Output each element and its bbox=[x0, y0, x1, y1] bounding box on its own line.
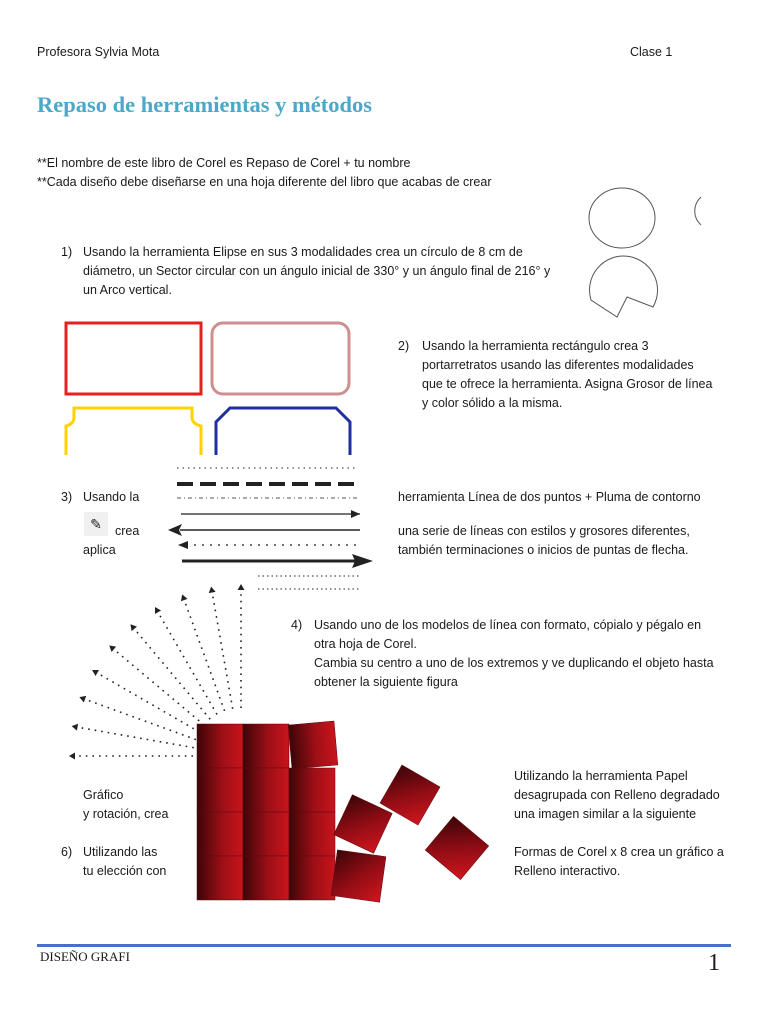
note-1: **El nombre de este libro de Corel es Repaso de Corel + tu nombre bbox=[37, 156, 411, 170]
tile-grid bbox=[197, 721, 489, 902]
tile bbox=[289, 856, 335, 900]
item-4-line-4: obtener la siguiente figura bbox=[314, 675, 458, 689]
item-6-left-3: Utilizando las bbox=[83, 845, 158, 859]
tile bbox=[197, 724, 243, 768]
item-1-line-1: Usando la herramienta Elipse en sus 3 modalidades crea un círculo de 8 cm de bbox=[83, 245, 523, 259]
item-2-line-4: y color sólido a la misma. bbox=[422, 396, 563, 410]
tile bbox=[243, 812, 289, 856]
item-4-line-3: Cambia su centro a uno de los extremos y ve duplicando el objeto hasta bbox=[314, 656, 714, 670]
item-3-left-2: crea bbox=[115, 524, 140, 538]
pen-nib-icon: ✎ bbox=[84, 512, 108, 536]
tile bbox=[197, 768, 243, 812]
page-number: 1 bbox=[708, 950, 720, 976]
tile bbox=[289, 768, 335, 812]
item-6-left-2: y rotación, crea bbox=[83, 807, 169, 821]
item-4-line-1: Usando uno de los modelos de línea con formato, cópialo y pégalo en bbox=[314, 618, 702, 632]
footer-label: DISEÑO GRAFI bbox=[40, 949, 130, 964]
item-6-right-2: Relleno interactivo. bbox=[514, 864, 621, 878]
item-1-line-2: diámetro, un Sector circular con un ángulo inicial de 330° y un ángulo final de 216° y bbox=[83, 264, 551, 278]
item-3-left-1: Usando la bbox=[83, 490, 140, 504]
item-6-right-1: Formas de Corel x 8 crea un gráfico a bbox=[514, 845, 724, 859]
item-6-number: 6) bbox=[61, 845, 73, 859]
item-1-line-3: un Arco vertical. bbox=[83, 283, 172, 297]
item-6-left-1: Gráfico bbox=[83, 788, 124, 802]
item-5-line-1: Utilizando la herramienta Papel bbox=[514, 769, 688, 783]
tile bbox=[289, 812, 335, 856]
item-6-left-4: tu elección con bbox=[83, 864, 167, 878]
tile bbox=[197, 856, 243, 900]
note-2: **Cada diseño debe diseñarse en una hoja diferente del libro que acabas de crear bbox=[37, 175, 492, 189]
tile-rotated bbox=[288, 721, 338, 769]
class-label: Clase 1 bbox=[630, 45, 673, 59]
tile bbox=[243, 768, 289, 812]
teacher-name: Profesora Sylvia Mota bbox=[37, 45, 160, 59]
tile-rotated bbox=[331, 850, 386, 902]
item-2-line-1: Usando la herramienta rectángulo crea 3 bbox=[422, 339, 649, 353]
item-5-line-2: desagrupada con Relleno degradado bbox=[514, 788, 720, 802]
tile bbox=[243, 856, 289, 900]
tile bbox=[243, 724, 289, 768]
page-title: Repaso de herramientas y métodos bbox=[37, 92, 372, 117]
item-4-number: 4) bbox=[291, 618, 303, 632]
item-3-right-1: herramienta Línea de dos puntos + Pluma de contorno bbox=[398, 490, 701, 504]
tile bbox=[197, 812, 243, 856]
item-2-number: 2) bbox=[398, 339, 410, 353]
footer-rule bbox=[37, 944, 731, 947]
item-3-number: 3) bbox=[61, 490, 73, 504]
item-3-right-2: una serie de líneas con estilos y grosores diferentes, bbox=[398, 524, 690, 538]
item-3-right-3: también terminaciones o inicios de puntas de flecha. bbox=[398, 543, 689, 557]
item-5-line-3: una imagen similar a la siguiente bbox=[514, 807, 697, 821]
item-3-left-3: aplica bbox=[83, 543, 116, 557]
tile-rotated bbox=[425, 816, 489, 879]
item-1-number: 1) bbox=[61, 245, 73, 259]
item-2-line-3: que te ofrece la herramienta. Asigna Grosor de línea bbox=[422, 377, 713, 391]
item-2-line-2: portarretratos usando las diferentes modalidades bbox=[422, 358, 694, 372]
item-4-line-2: otra hoja de Corel. bbox=[314, 637, 417, 651]
